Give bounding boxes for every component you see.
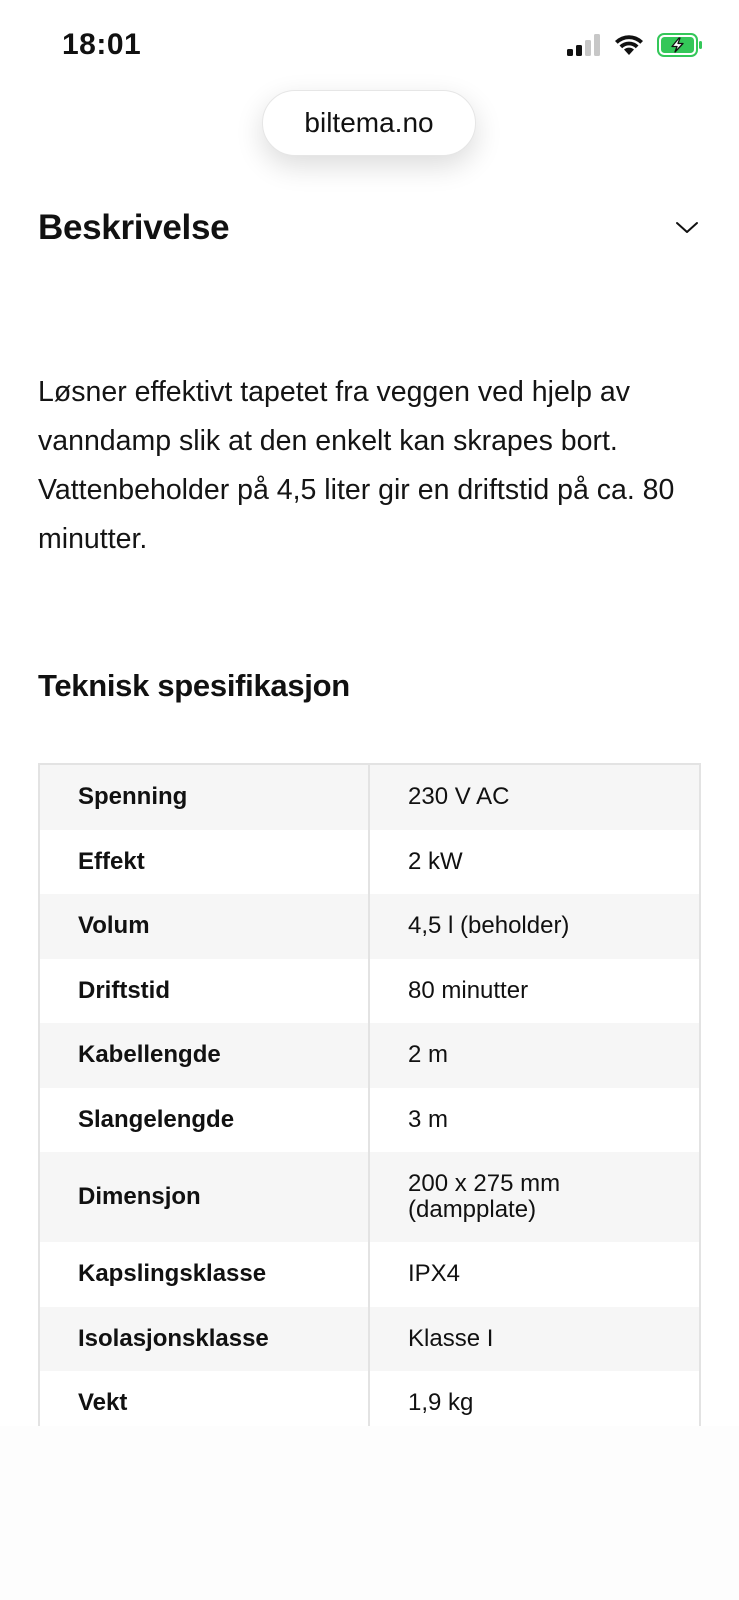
address-bar-url: biltema.no	[304, 107, 434, 138]
status-icons	[567, 33, 703, 62]
spec-row	[40, 959, 699, 1024]
spec-value: 2 m	[408, 1041, 449, 1069]
spec-row	[40, 1307, 699, 1372]
spec-key: Dimensjon	[40, 1152, 370, 1242]
address-bar[interactable]	[262, 90, 476, 156]
spec-table	[38, 763, 701, 1426]
description-accordion-header[interactable]	[38, 196, 701, 260]
spec-row	[40, 765, 699, 830]
spec-key: Isolasjonsklasse	[40, 1307, 370, 1372]
spec-row	[40, 1371, 699, 1426]
spec-key: Slangelengde	[40, 1088, 370, 1153]
cellular-signal-icon	[567, 34, 601, 61]
spec-value: Klasse I	[408, 1324, 494, 1352]
spec-value: 2 kW	[408, 847, 463, 875]
spec-key: Effekt	[40, 830, 370, 895]
page-bottom-area	[0, 1426, 739, 1600]
status-time: 18:01	[62, 28, 142, 61]
chevron-down-icon[interactable]	[673, 214, 701, 242]
spec-value: 3 m	[408, 1105, 449, 1133]
product-description: Løsner effektivt tapetet fra veggen ved hjelp av vanndamp slik at den enkelt kan skrapes bort. Vattenbeholder på 4,5 liter gir en driftstid på ca. 80 minutter.	[38, 376, 675, 555]
battery-charging-icon	[657, 33, 703, 62]
spec-row	[40, 830, 699, 895]
spec-title: Teknisk spesifikasjon	[38, 668, 350, 703]
spec-key: Driftstid	[40, 959, 370, 1024]
spec-row	[40, 1088, 699, 1153]
spec-row	[40, 894, 699, 959]
spec-row	[40, 1023, 699, 1088]
section-title: Beskrivelse	[38, 208, 230, 247]
wifi-icon	[613, 33, 645, 62]
spec-row	[40, 1242, 699, 1307]
status-bar	[0, 0, 739, 90]
spec-key: Vekt	[40, 1371, 370, 1426]
spec-value: 200 x 275 mm (dampplate)	[408, 1170, 561, 1223]
spec-value: 4,5 l (beholder)	[408, 912, 570, 940]
spec-key: Kapslingsklasse	[40, 1242, 370, 1307]
spec-row	[40, 1152, 699, 1242]
spec-value: 1,9 kg	[408, 1389, 474, 1417]
spec-value: IPX4	[408, 1260, 461, 1288]
spec-key: Volum	[40, 894, 370, 959]
spec-value: 230 V AC	[408, 783, 510, 811]
spec-value: 80 minutter	[408, 976, 529, 1004]
spec-key: Spenning	[40, 765, 370, 830]
spec-key: Kabellengde	[40, 1023, 370, 1088]
